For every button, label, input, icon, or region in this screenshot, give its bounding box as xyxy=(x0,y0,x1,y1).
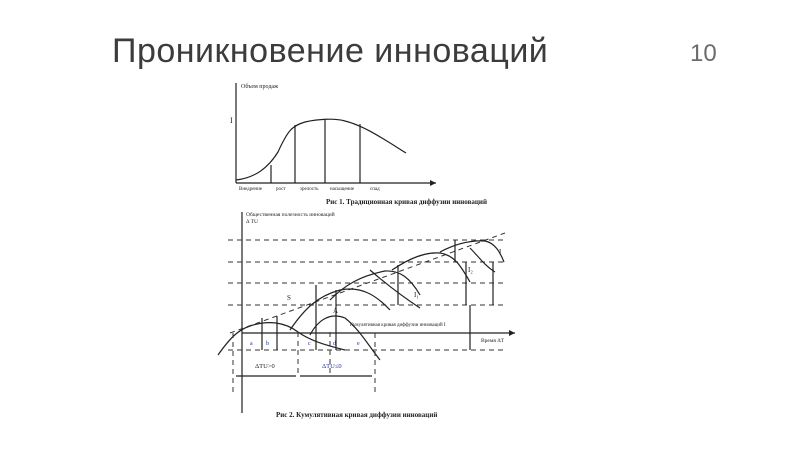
fig1-stage-5: спад xyxy=(370,187,380,192)
fig2-delta-neg: ΔTU≤0 xyxy=(322,363,342,370)
fig1-x-arrow xyxy=(430,180,436,186)
fig2-tail-1 xyxy=(370,270,420,308)
slide-number: 10 xyxy=(690,40,717,67)
fig2-label-I2: I₂ xyxy=(468,266,473,274)
fig2-bell-3 xyxy=(330,271,420,300)
slide-title: Проникновение инноваций xyxy=(112,32,549,70)
fig2-seg-a: a xyxy=(250,341,253,347)
fig1-y-label: Объем продаж xyxy=(241,84,279,90)
fig2-bell-4 xyxy=(392,253,470,282)
fig2-caption: Рис 2. Кумулятивная кривая диффузии инноваций xyxy=(276,411,438,419)
fig2-label-S: S xyxy=(287,294,291,302)
figure-1 xyxy=(230,83,487,206)
fig1-y-marker: I xyxy=(230,116,233,125)
fig2-cumulative-label: Кумулятивная кривая диффузии инноваций I xyxy=(350,323,446,328)
fig2-seg-d: d xyxy=(333,341,336,347)
fig2-seg-b: b xyxy=(266,341,269,347)
fig1-diffusion-curve xyxy=(236,119,406,180)
fig1-stage-2: рост xyxy=(276,187,286,192)
fig2-label-I1: I₁ xyxy=(414,291,419,299)
figure-2 xyxy=(218,211,515,419)
fig2-y-label-2: Δ TU xyxy=(246,219,258,225)
fig1-stage-4: насыщение xyxy=(330,187,355,192)
fig2-x-arrow xyxy=(509,330,515,336)
fig2-seg-c: c xyxy=(308,341,311,347)
fig2-y-label-1: Общественная полезность инноваций xyxy=(246,212,335,218)
fig2-tail-2 xyxy=(470,248,495,272)
fig1-stage-1: Внедрение xyxy=(239,187,262,192)
fig2-bell-5 xyxy=(440,241,504,262)
fig2-label-I: I xyxy=(499,248,502,256)
fig2-label-A: A xyxy=(333,307,339,315)
fig2-delta-pos: ΔTU>0 xyxy=(255,363,275,370)
fig1-caption: Рис 1. Традиционная кривая диффузии инноваций xyxy=(326,198,488,206)
fig2-x-label: Время ΔT xyxy=(481,338,505,344)
fig2-seg-e: e xyxy=(357,341,360,347)
fig1-stage-3: зрелость xyxy=(300,187,319,192)
